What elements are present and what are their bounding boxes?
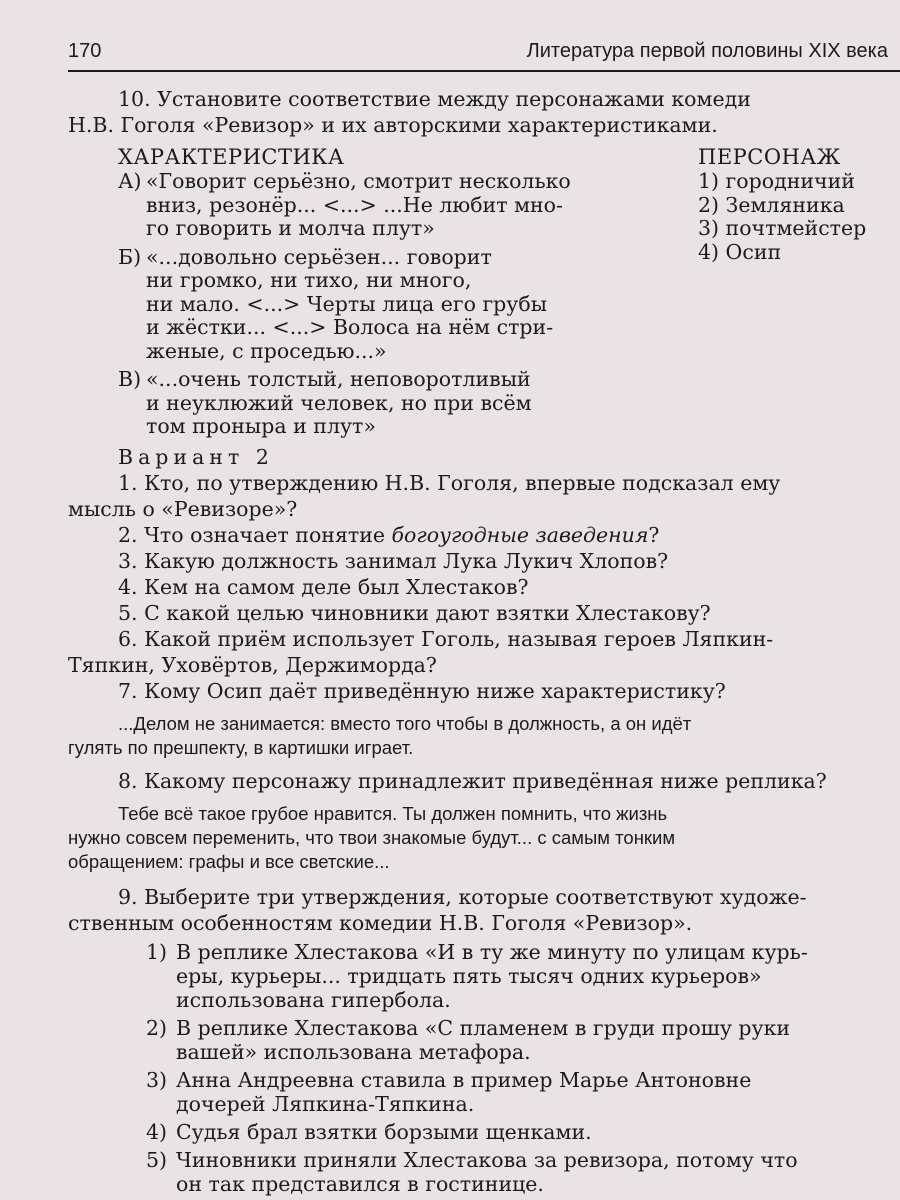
term-italic: богоугодные заведения	[391, 523, 649, 547]
characteristics-column	[118, 144, 678, 439]
question-9: 9. Выберите три утверждения, которые соответствуют художе-	[118, 885, 807, 909]
question-6-cont: Тяпкин, Уховёртов, Держиморда?	[68, 653, 437, 677]
option-line: В реплике Хлестакова «С пламенем в груди прошу руки	[176, 1016, 791, 1040]
characteristic-line: женые, с проседью...»	[146, 338, 387, 363]
question-7: 7. Кому Осип даёт приведённую ниже характеристику?	[118, 679, 726, 703]
option-line: Анна Андреевна ставила в пример Марье Антоновне	[176, 1068, 752, 1092]
character-item: 2) Земляника	[698, 192, 845, 217]
character-item: 1) городничий	[698, 169, 855, 193]
quote-8-line1: Тебе всё такое грубое нравится. Ты должен помнить, что жизнь	[118, 803, 668, 824]
character-item: 3) почтмейстер	[698, 216, 867, 240]
option-line: использована гипербола.	[176, 988, 451, 1012]
question-3: 3. Какую должность занимал Лука Лукич Хлопов?	[118, 549, 669, 573]
option-number: 3)	[146, 1068, 168, 1092]
option-line: Судья брал взятки борзыми щенками.	[176, 1120, 592, 1144]
variant-title: Вариант 2	[118, 445, 274, 469]
option-1	[146, 940, 900, 1012]
page-number: 170	[68, 40, 102, 62]
question-1: 1. Кто, по утверждению Н.В. Гоголя, впервые подсказал ему	[118, 471, 781, 495]
characteristic-line: том пронырa и плут»	[146, 414, 376, 438]
characteristic-label: В)	[118, 367, 142, 391]
characteristic-label: Б)	[118, 244, 142, 269]
character-item: 4) Осип	[698, 239, 782, 264]
option-line: дочерей Ляпкина-Тяпкина.	[176, 1092, 475, 1116]
characteristic-line: «...довольно серьёзен... говорит	[146, 244, 492, 269]
task10-line1: 10. Установите соответствие между персонажами комеди	[118, 87, 751, 111]
option-4	[146, 1120, 900, 1144]
option-number: 5)	[146, 1148, 168, 1172]
option-5	[146, 1148, 900, 1196]
option-2	[146, 1016, 900, 1064]
characteristics-title: ХАРАКТЕРИСТИКА	[118, 145, 345, 169]
option-number: 4)	[146, 1120, 168, 1144]
characteristic-line: вниз, резонёр... <...> ...Не любит мно-	[146, 192, 563, 217]
option-line: вашей» использована метафора.	[176, 1040, 531, 1064]
characteristic-b	[118, 246, 678, 364]
characteristic-v	[118, 368, 678, 439]
characteristic-line: ни мало. <...> Черты лица его грубы	[146, 291, 548, 316]
option-3	[146, 1068, 900, 1116]
running-head	[68, 40, 888, 63]
question-9-options	[0, 940, 900, 1196]
characteristic-line: и неуклюжий человек, но при всём	[146, 390, 532, 415]
characteristic-line: го говорить и молча плут»	[146, 216, 435, 240]
characteristic-a	[118, 170, 678, 241]
characteristic-line: и жёстки... <...> Волоса на нём стри-	[146, 315, 554, 339]
characters-column	[698, 144, 900, 264]
characteristic-line: «Говорит серьёзно, смотрит несколько	[146, 169, 571, 193]
characteristic-label: А)	[118, 169, 142, 193]
quote-8-line3: обращением: графы и все светские...	[68, 851, 390, 872]
question-2: 2. Что означает понятие богоугодные заведения?	[118, 523, 660, 547]
quote-8-line2: нужно совсем переменить, что твои знакомые будут... с самым тонким	[68, 827, 676, 848]
header-rule	[68, 70, 900, 72]
characteristic-line: «...очень толстый, неповоротливый	[146, 367, 531, 391]
task10-intro	[0, 86, 900, 138]
option-line: он так представился в гостинице.	[176, 1172, 544, 1196]
option-number: 1)	[146, 940, 168, 964]
question-4: 4. Кем на самом деле был Хлестаков?	[118, 575, 529, 599]
question-5: 5. С какой целью чиновники дают взятки Хлестакову?	[118, 601, 711, 625]
characteristic-line: ни громко, ни тихо, ни много,	[146, 268, 472, 292]
option-number: 2)	[146, 1016, 168, 1040]
question-1-cont: мысль о «Ревизоре»?	[68, 497, 298, 521]
question-6: 6. Какой приём использует Гоголь, называя героев Ляпкин-	[118, 627, 774, 651]
option-line: В реплике Хлестакова «И в ту же минуту по улицам курь-	[176, 940, 808, 964]
task10-line2: Н.В. Гоголя «Ревизор» и их авторскими характеристиками.	[68, 113, 718, 137]
question-8: 8. Какому персонажу принадлежит приведённая ниже реплика?	[118, 769, 827, 793]
characters-title: ПЕРСОНАЖ	[698, 145, 841, 169]
option-line: еры, курьеры... тридцать пять тысяч одних курьеров»	[176, 964, 762, 988]
quote-7-line2: гулять по прешпекту, в картишки играет.	[68, 737, 414, 758]
variant-2	[0, 444, 900, 1196]
option-line: Чиновники приняли Хлестакова за ревизора, потому что	[176, 1148, 798, 1172]
running-title: Литература первой половины XIX века	[526, 40, 888, 62]
question-9-cont: ственным особенностям комедии Н.В. Гоголя «Ревизор».	[68, 911, 693, 935]
quote-7-line1: ...Делом не занимается: вместо того чтобы в должность, а он идёт	[118, 713, 692, 734]
